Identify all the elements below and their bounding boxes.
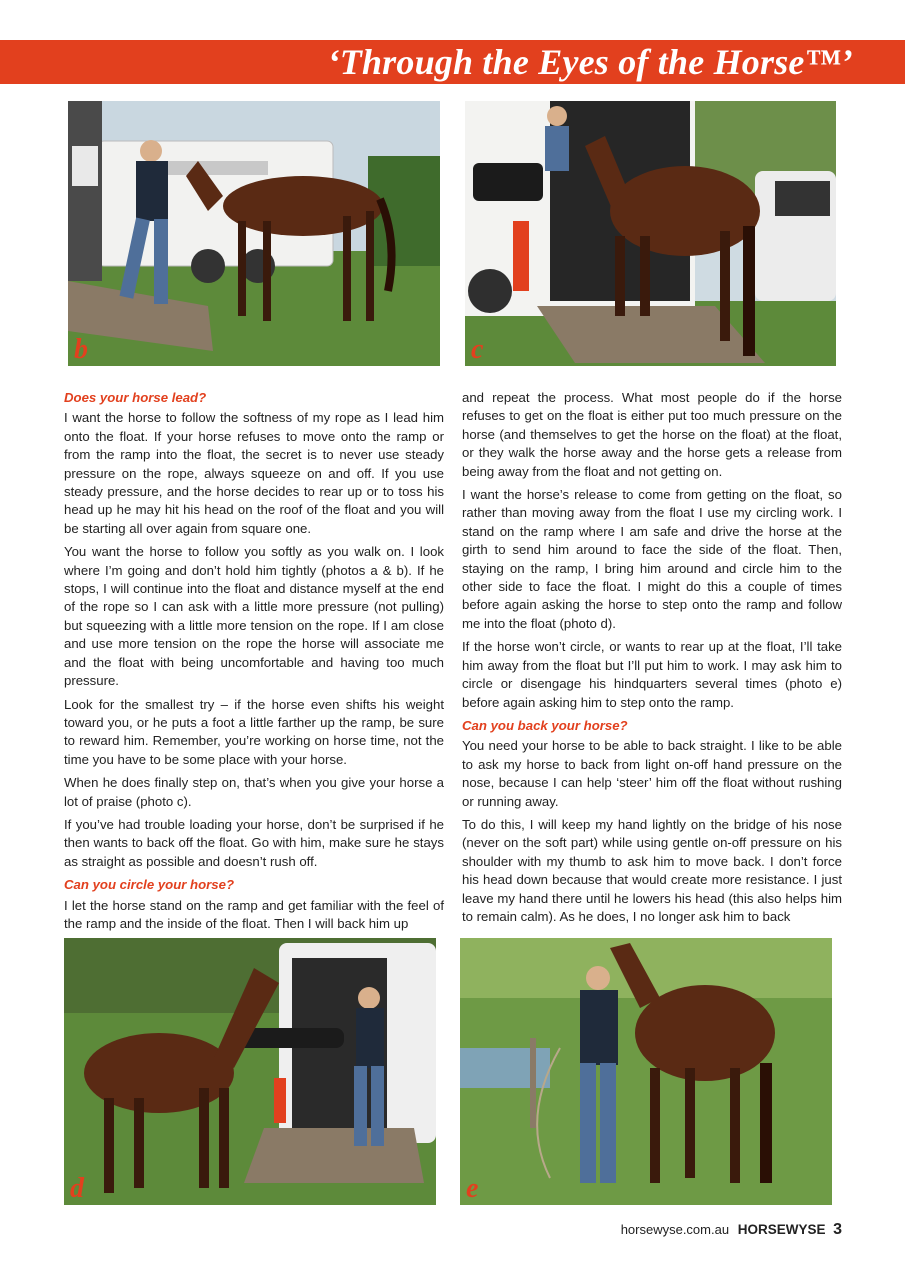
- article-column-1: [64, 389, 444, 938]
- paragraph: Look for the smallest try – if the horse even shifts his weight toward you, or he puts a foot a little farther up the ramp, be sure to reward him. Remember, you’re working on horse time, not the time you have to be some place with your horse.: [64, 696, 444, 767]
- paragraph: When he does finally step on, that’s when you give your horse a lot of praise (photo c).: [64, 775, 444, 809]
- photo-label-b: b: [74, 334, 88, 365]
- paragraph: You want the horse to follow you softly as you walk on. I look where I’m going and don’t hold him tightly (photos a & b). If he stops, I will continue into the float and distance myself at the end of the rope so I can ask with a little more pressure (not pulling) but squeezing with a little more tension on the rope. If I am close and use more tension on the rope the horse will associate me and the float with being uncomfortable and having too much pressure.: [64, 544, 444, 689]
- photo-horse-disengaging-hindquarters-icon: [460, 938, 832, 1205]
- page-title: ‘Through the Eyes of the Horse™’: [327, 42, 853, 82]
- photo-label-e: e: [466, 1173, 479, 1204]
- footer-url: horsewyse.com.au: [620, 1222, 730, 1237]
- paragraph: You need your horse to be able to back straight. I like to be able to ask my horse to back from light on-off hand pressure on the nose, because I can help ‘steer’ him off the float without rushing or running away.: [462, 738, 842, 809]
- paragraph: If you’ve had trouble loading your horse, don’t be surprised if he then wants to back off the float. Go with him, make sure he stays as straight as possible and doesn’t rush off.: [64, 816, 444, 869]
- page-number: 3: [833, 1221, 842, 1238]
- paragraph: I want the horse’s release to come from getting on the float, so rather than moving away from the float I use my circling work. I stand on the ramp where I am safe and drive the horse at the girth to send him around to face the side of the float. Then, staying on the ramp, I bring him around and circle him to the other side to face the float. I might do this a couple of times before again asking the horse to step onto the ramp and follow me into the float (photo d).: [462, 487, 842, 631]
- page-footer: [621, 1219, 842, 1241]
- photo-b: [68, 101, 440, 366]
- photo-label-d: d: [70, 1173, 84, 1204]
- heading-does-your-horse-lead: Does your horse lead?: [64, 390, 207, 405]
- header-banner: [0, 40, 905, 84]
- footer-brand: HORSEWYSE: [737, 1222, 826, 1237]
- paragraph: I let the horse stand on the ramp and get familiar with the feel of the ramp and the inside of the float. Then I will back him up: [64, 897, 444, 931]
- photo-horse-on-float-ramp-icon: [465, 101, 836, 366]
- photo-horse-walking-to-float-icon: [68, 101, 440, 366]
- paragraph: and repeat the process. What most people do if the horse refuses to get on the float is either put too much pressure on the horse (and themselves to get the horse on the float) at the float, or they walk the horse away and the horse gets a release from being away from the float and not getting on.: [462, 390, 842, 479]
- heading-can-you-back-your-horse: Can you back your horse?: [462, 717, 628, 733]
- photo-c: [465, 101, 836, 366]
- paragraph: If the horse won’t circle, or wants to rear up at the float, I’ll take him away from the float but I’ll put him to work. I may ask him to circle or disengage his hindquarters several times (photo e) before again asking him to step onto the ramp.: [462, 639, 842, 710]
- paragraph: To do this, I will keep my hand lightly on the bridge of his nose (never on the soft part) while using gentle on-off pressure on his shoulder with my thumb to ask him to move back. I don’t force his head down because that would create more resistance. I just leave my hand there until he lowers his head (this also helps him to remain calm). As he does, I no longer ask him to back: [462, 816, 842, 924]
- photo-label-c: c: [471, 334, 484, 365]
- paragraph: I want the horse to follow the softness of my rope as I lead him onto the float. If your horse refuses to move onto the ramp or from the ramp into the float, the secret is to never use steady pressure on the rope, always squeeze on and off. If you use steady pressure, and the horse decides to rear up or to toss his head up he may hit his head on the roof of the float and you will be starting all over again from square one.: [64, 410, 444, 536]
- photo-d: [64, 938, 436, 1205]
- article-column-2: [462, 389, 842, 931]
- photo-horse-at-float-with-rope-icon: [64, 938, 436, 1205]
- photo-e: [460, 938, 832, 1205]
- heading-can-you-circle-your-horse: Can you circle your horse?: [64, 877, 235, 893]
